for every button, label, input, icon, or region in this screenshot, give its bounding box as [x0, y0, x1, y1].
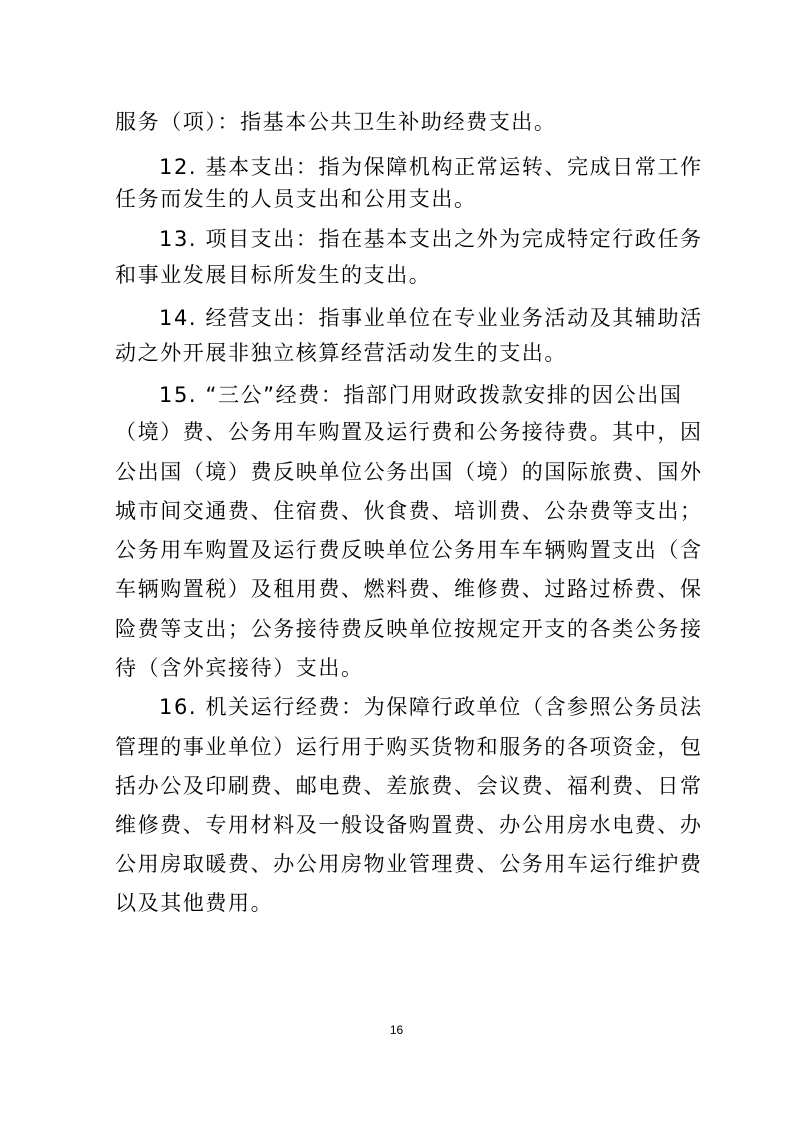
text-line: 公出国（境）费反映单位公务出国（境）的国际旅费、国外 [115, 460, 703, 484]
text-line: 16. 机关运行经费：为保障行政单位（含参照公务员法 [159, 695, 703, 719]
text-line: 公务用车购置及运行费反映单位公务用车车辆购置支出（含 [115, 538, 703, 562]
text-line: 15. “三公”经费：指部门用财政拨款安排的因公出国 [159, 383, 683, 407]
text-line: 12. 基本支出：指为保障机构正常运转、完成日常工作 [159, 155, 703, 179]
text-line: 括办公及印刷费、邮电费、差旅费、会议费、福利费、日常 [115, 774, 703, 798]
text-line: 城市间交通费、住宿费、伙食费、培训费、公杂费等支出； [115, 499, 703, 523]
text-line: 13. 项目支出：指在基本支出之外为完成特定行政任务 [159, 227, 703, 251]
text-line: 和事业发展目标所发生的支出。 [115, 263, 432, 287]
text-line: （境）费、公务用车购置及运行费和公务接待费。其中，因 [115, 420, 703, 444]
text-line: 公用房取暖费、办公用房物业管理费、公务用车运行维护费 [115, 852, 703, 876]
text-line: 动之外开展非独立核算经营活动发生的支出。 [115, 341, 567, 365]
page-number: 16 [389, 1023, 404, 1037]
text-line: 任务而发生的人员支出和公用支出。 [115, 187, 477, 211]
text-line: 车辆购置税）及租用费、燃料费、维修费、过路过桥费、保 [115, 577, 703, 601]
text-line: 待（含外宾接待）支出。 [115, 656, 364, 680]
text-line: 以及其他费用。 [115, 891, 274, 915]
text-line: 维修费、专用材料及一般设备购置费、办公用房水电费、办 [115, 813, 703, 837]
text-line: 险费等支出；公务接待费反映单位按规定开支的各类公务接 [115, 617, 703, 641]
text-line: 管理的事业单位）运行用于购买货物和服务的各项资金，包 [115, 735, 703, 759]
text-line: 服务（项）：指基本公共卫生补助经费支出。 [115, 110, 557, 134]
text-line: 14. 经营支出：指事业单位在专业业务活动及其辅助活 [159, 306, 703, 330]
